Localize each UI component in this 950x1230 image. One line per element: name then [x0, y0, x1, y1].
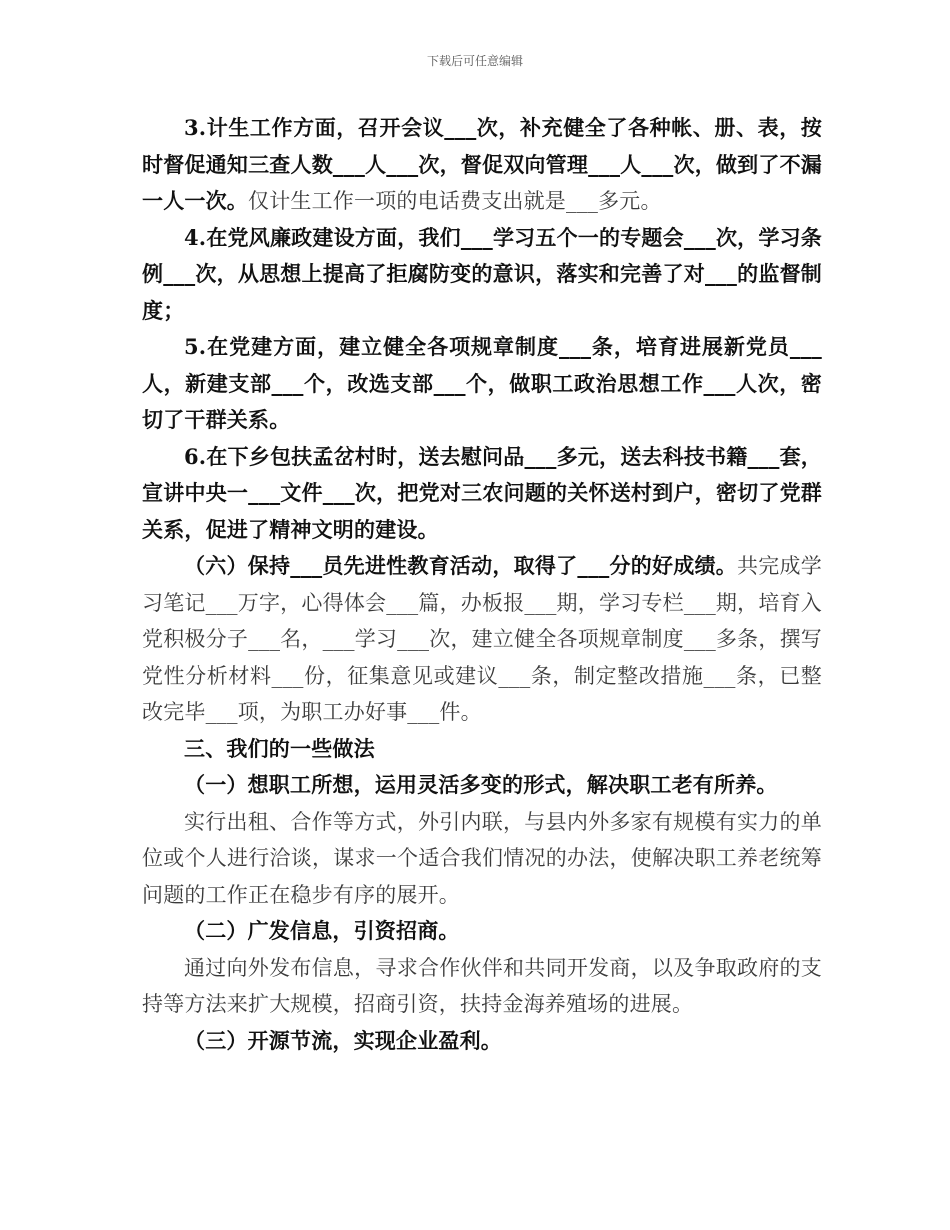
subheading-profit [142, 1023, 822, 1060]
text-bold: 4.在党风廉政建设方面，我们___学习五个一的专题会___次，学习条例___次，从思想上提高了拒腐防变的意识，落实和完善了对___的监督制度； [142, 224, 822, 323]
text-bold: （六）保持___员先进性教育活动，取得了___分的好成绩。 [184, 553, 738, 578]
paragraph-investment [142, 950, 822, 1023]
section-heading-practices [142, 731, 822, 768]
text-bold: （三）开源节流，实现企业盈利。 [184, 1027, 502, 1053]
paragraph-party-building [142, 329, 822, 439]
paragraph-pension [142, 804, 822, 914]
text-bold: 5.在党建方面，建立健全各项规章制度___条，培育进展新党员___人，新建支部___个，改选支部___个，做职工政治思想工作___人次，密切了干群关系。 [142, 334, 822, 432]
text-bold: 三、我们的一些做法 [184, 735, 375, 761]
text-bold: （二）广发信息，引资招商。 [184, 918, 460, 943]
text-regular: 仅计生工作一项的电话费支出就是___多元。 [248, 189, 662, 213]
subheading-investment [142, 913, 822, 950]
text-bold: 3.计生工作方面，召开会议___次，补充健全了各种帐、册、表，按时督促通知三查人数___人___次，督促双向管理___人___次，做到了不漏一人一次。 [142, 115, 822, 213]
text-bold: 6.在下乡包扶孟岔村时，送去慰问品___多元，送去科技书籍___套，宣讲中央一___文件___次，把党对三农问题的关怀送村到户，密切了党群关系，促进了精神文明的建设。 [142, 443, 822, 542]
paragraph-village-support [142, 439, 822, 549]
paragraph-clean-government [142, 220, 822, 330]
text-regular: 实行出租、合作等方式，外引内联，与县内外多家有规模有实力的单位或个人进行洽谈，谋求一个适合我们情况的办法，使解决职工养老统筹问题的工作正在稳步有序的展开。 [142, 809, 822, 907]
text-regular: 通过向外发布信息，寻求合作伙伴和共同开发商，以及争取政府的支持等方法来扩大规模，招商引资，扶持金海养殖场的进展。 [142, 955, 822, 1016]
subheading-pension [142, 767, 822, 804]
paragraph-family-planning [142, 110, 822, 220]
text-bold: （一）想职工所想，运用灵活多变的形式，解决职工老有所养。 [184, 772, 778, 797]
paragraph-education-activity [142, 548, 822, 731]
page-header: 下载后可任意编辑 [426, 54, 523, 68]
document-body [142, 110, 822, 1059]
text-regular: 共完成学习笔记___万字，心得体会___篇，办板报___期，学习专栏___期，培育入党积极分子___名，___学习___次，建立健全各项规章制度___多条，撰写党性分析材料___份，征集意见或建议___条，制定整改措施___条，已整改完毕___项，为职工办好事___件。 [142, 554, 822, 724]
